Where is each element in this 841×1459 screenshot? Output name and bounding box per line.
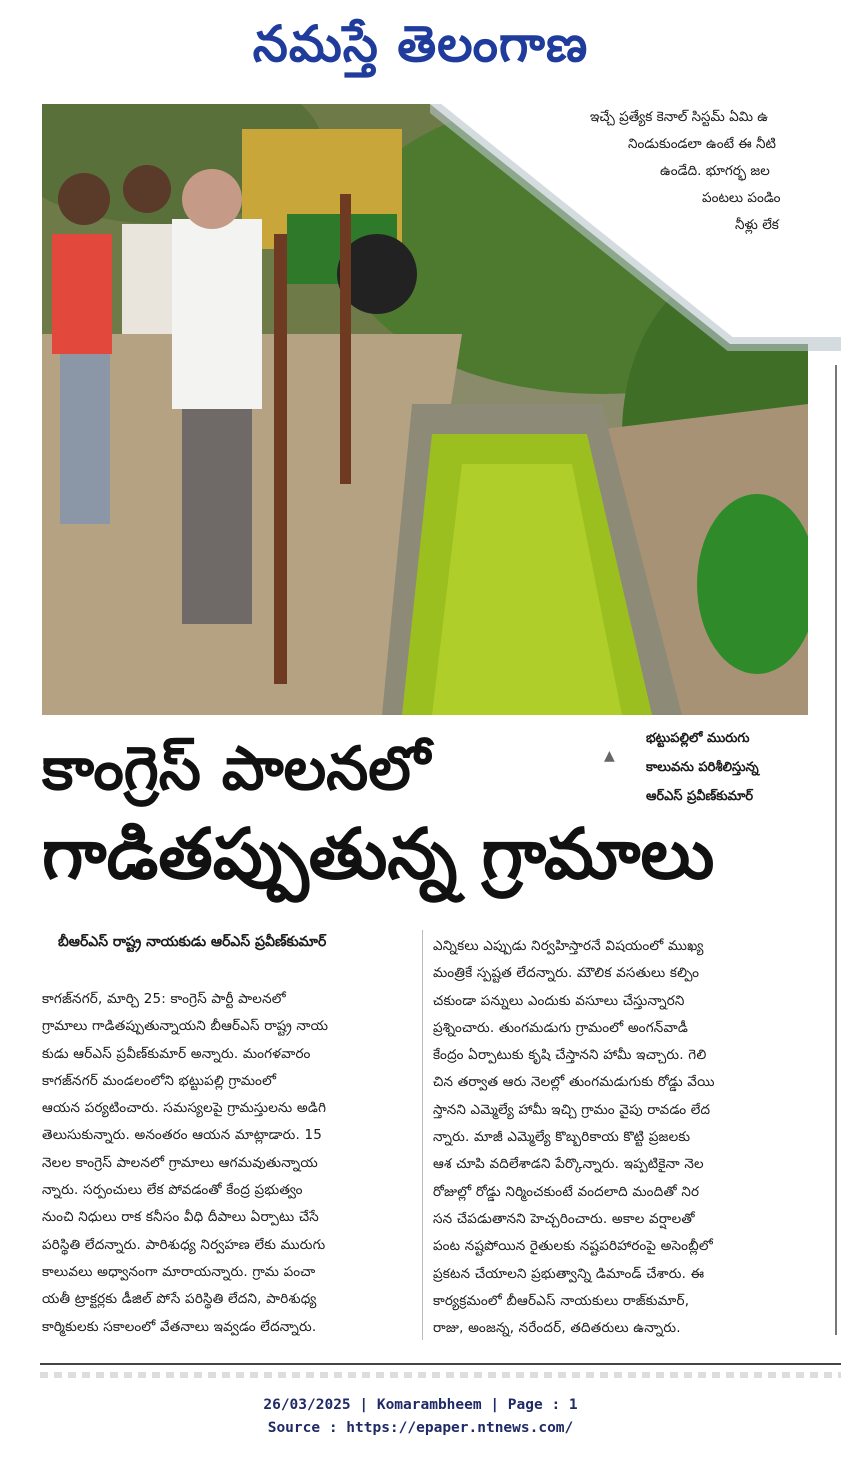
byline: బీఆర్ఎస్ రాష్ట్ర నాయకుడు ఆర్ఎస్ ప్రవీణ్‌కుమార్ bbox=[58, 934, 327, 950]
article-line: కాగజ్‌నగర్ మండలంలోని భట్టుపల్లి గ్రామంలో bbox=[42, 1072, 277, 1089]
headline-line-1: కాంగ్రెస్ పాలనలో bbox=[42, 734, 431, 804]
snippet-line: నిండుకుండలా ఉంటే ఈ నీటి bbox=[628, 136, 776, 152]
article-line: గ్రామాలు గాడితప్పుతున్నాయని బీఆర్ఎస్ రాష్ట్ర నాయ bbox=[42, 1018, 329, 1035]
caption-arrow-icon: ▲ bbox=[604, 748, 615, 764]
caption-line: కాలువను పరిశీలిస్తున్న bbox=[646, 760, 759, 775]
snippet-line: పంటలు పండిం bbox=[702, 190, 781, 206]
article-line: రాజు, అంజన్న, నరేందర్, తదితరులు ఉన్నారు. bbox=[433, 1320, 681, 1337]
bottom-rule bbox=[40, 1363, 841, 1365]
article-line: యతీ ట్రాక్టర్లకు డీజిల్ పోసే పరిస్థితి లేదని, పారిశుధ్య bbox=[42, 1291, 317, 1308]
article-line: సన చేపడుతానని హెచ్చరించారు. అకాల వర్షాలతో bbox=[433, 1210, 695, 1227]
footer-date-edition: 26/03/2025 | Komarambheem | Page : 1 bbox=[263, 1397, 578, 1413]
article-line: తెలుసుకున్నారు. అనంతరం ఆయన మాట్లాడారు. 15 bbox=[42, 1127, 323, 1144]
caption-line: భట్టుపల్లిలో మురుగు bbox=[646, 731, 750, 746]
article-right-column bbox=[433, 933, 813, 1342]
article-line: న్నారు. మాజీ ఎమ్మెల్యే కొబ్బరికాయ కొట్టి ప్రజలకు bbox=[433, 1129, 691, 1146]
article-line: కాగజ్‌నగర్, మార్చి 25: కాంగ్రెస్ పార్టీ పాలనలో bbox=[42, 991, 286, 1007]
article-line: కేంద్రం ఏర్పాటుకు కృషి చేస్తానని హామీ ఇచ్చారు. గెలి bbox=[433, 1047, 707, 1064]
article-line: చకుండా పన్నులు ఎందుకు వసూలు చేస్తున్నారని bbox=[433, 992, 685, 1009]
caption-line: ఆర్ఎస్ ప్రవీణ్‌కుమార్ bbox=[646, 789, 754, 804]
article-line: కార్యక్రమంలో బీఆర్ఎస్ నాయకులు రాజ్‌కుమార్, bbox=[433, 1292, 690, 1309]
article-line: మంత్రికే స్పష్టత లేదన్నారు. మౌలిక వసతులు కల్పిం bbox=[433, 965, 700, 982]
article-line: కాలువలు అధ్వానంగా మారాయన్నారు. గ్రామ పంచా bbox=[42, 1263, 316, 1280]
snippet-line: ఇచ్చే ప్రత్యేక కెనాల్ సిస్టమ్ ఏమి ఉ bbox=[590, 109, 769, 125]
article-line: ఆశ చూపి వదిలేశాడని పేర్కొన్నారు. ఇప్పటికైనా నెల bbox=[433, 1156, 704, 1173]
snippet-line: నీళ్లు లేక bbox=[735, 217, 779, 233]
newspaper-title: నమస్తే తెలంగాణ bbox=[252, 15, 589, 73]
footer-source-link[interactable]: Source : https://epaper.ntnews.com/ bbox=[267, 1420, 574, 1436]
article-line: ప్రశ్నించారు. తుంగమడుగు గ్రామంలో అంగన్‌వాడీ bbox=[433, 1019, 689, 1036]
column-divider bbox=[422, 930, 423, 1340]
continued-article-snippet bbox=[580, 104, 841, 254]
article-line: ఆయన పర్యటించారు. సమస్యలపై గ్రామస్తులను అడిగి bbox=[42, 1100, 327, 1117]
article-line: కుడు ఆర్ఎస్ ప్రవీణ్‌కుమార్ అన్నారు. మంగళవారం bbox=[42, 1045, 311, 1062]
article-line: పంట నష్టపోయిన రైతులకు నష్టపరిహారంపై అసెంబ్లీలో bbox=[433, 1238, 713, 1255]
article-line: ఎన్నికలు ఎప్పుడు నిర్వహిస్తారనే విషయంలో ముఖ్య bbox=[433, 938, 704, 954]
article-line: నుంచి నిధులు రాక కనీసం వీధి దీపాలు ఏర్పాటు చేసే bbox=[42, 1209, 319, 1226]
masthead bbox=[0, 8, 841, 80]
article-line: న్నారు. సర్పంచులు లేక పోవడంతో కేంద్ర ప్రభుత్వం bbox=[42, 1182, 303, 1199]
article-left-column bbox=[42, 986, 422, 1341]
article-line: కార్మికులకు సకాలంలో వేతనాలు ఇవ్వడం లేదన్నారు. bbox=[42, 1318, 317, 1335]
column-rule bbox=[835, 365, 837, 1335]
article-line: నెలల కాంగ్రెస్ పాలనలో గ్రామాలు ఆగమవుతున్నాయ bbox=[42, 1154, 318, 1171]
headline-line-2: గాడితప్పుతున్న గ్రామాలు bbox=[42, 813, 715, 895]
snippet-line: ఉండేది. భూగర్భ జల bbox=[660, 163, 770, 179]
article-line: చిన తర్వాత ఆరు నెలల్లో తుంగమడుగుకు రోడ్డు వేయి bbox=[433, 1074, 715, 1091]
article-line: రోజుల్లో రోడ్డు నిర్మించకుంటే వందలాది మందితో నిర bbox=[433, 1183, 700, 1200]
bottom-strip bbox=[40, 1372, 841, 1378]
article-line: స్తానని ఎమ్మెల్యే హామీ ఇచ్చి గ్రామం వైపు రావడం లేద bbox=[433, 1101, 711, 1118]
article-line: పరిస్థితి లేదన్నారు. పారిశుధ్య నిర్వహణ లేకు మురుగు bbox=[42, 1236, 326, 1253]
article-line: ప్రకటన చేయాలని ప్రభుత్వాన్ని డిమాండ్ చేశారు. ఈ bbox=[433, 1265, 705, 1282]
